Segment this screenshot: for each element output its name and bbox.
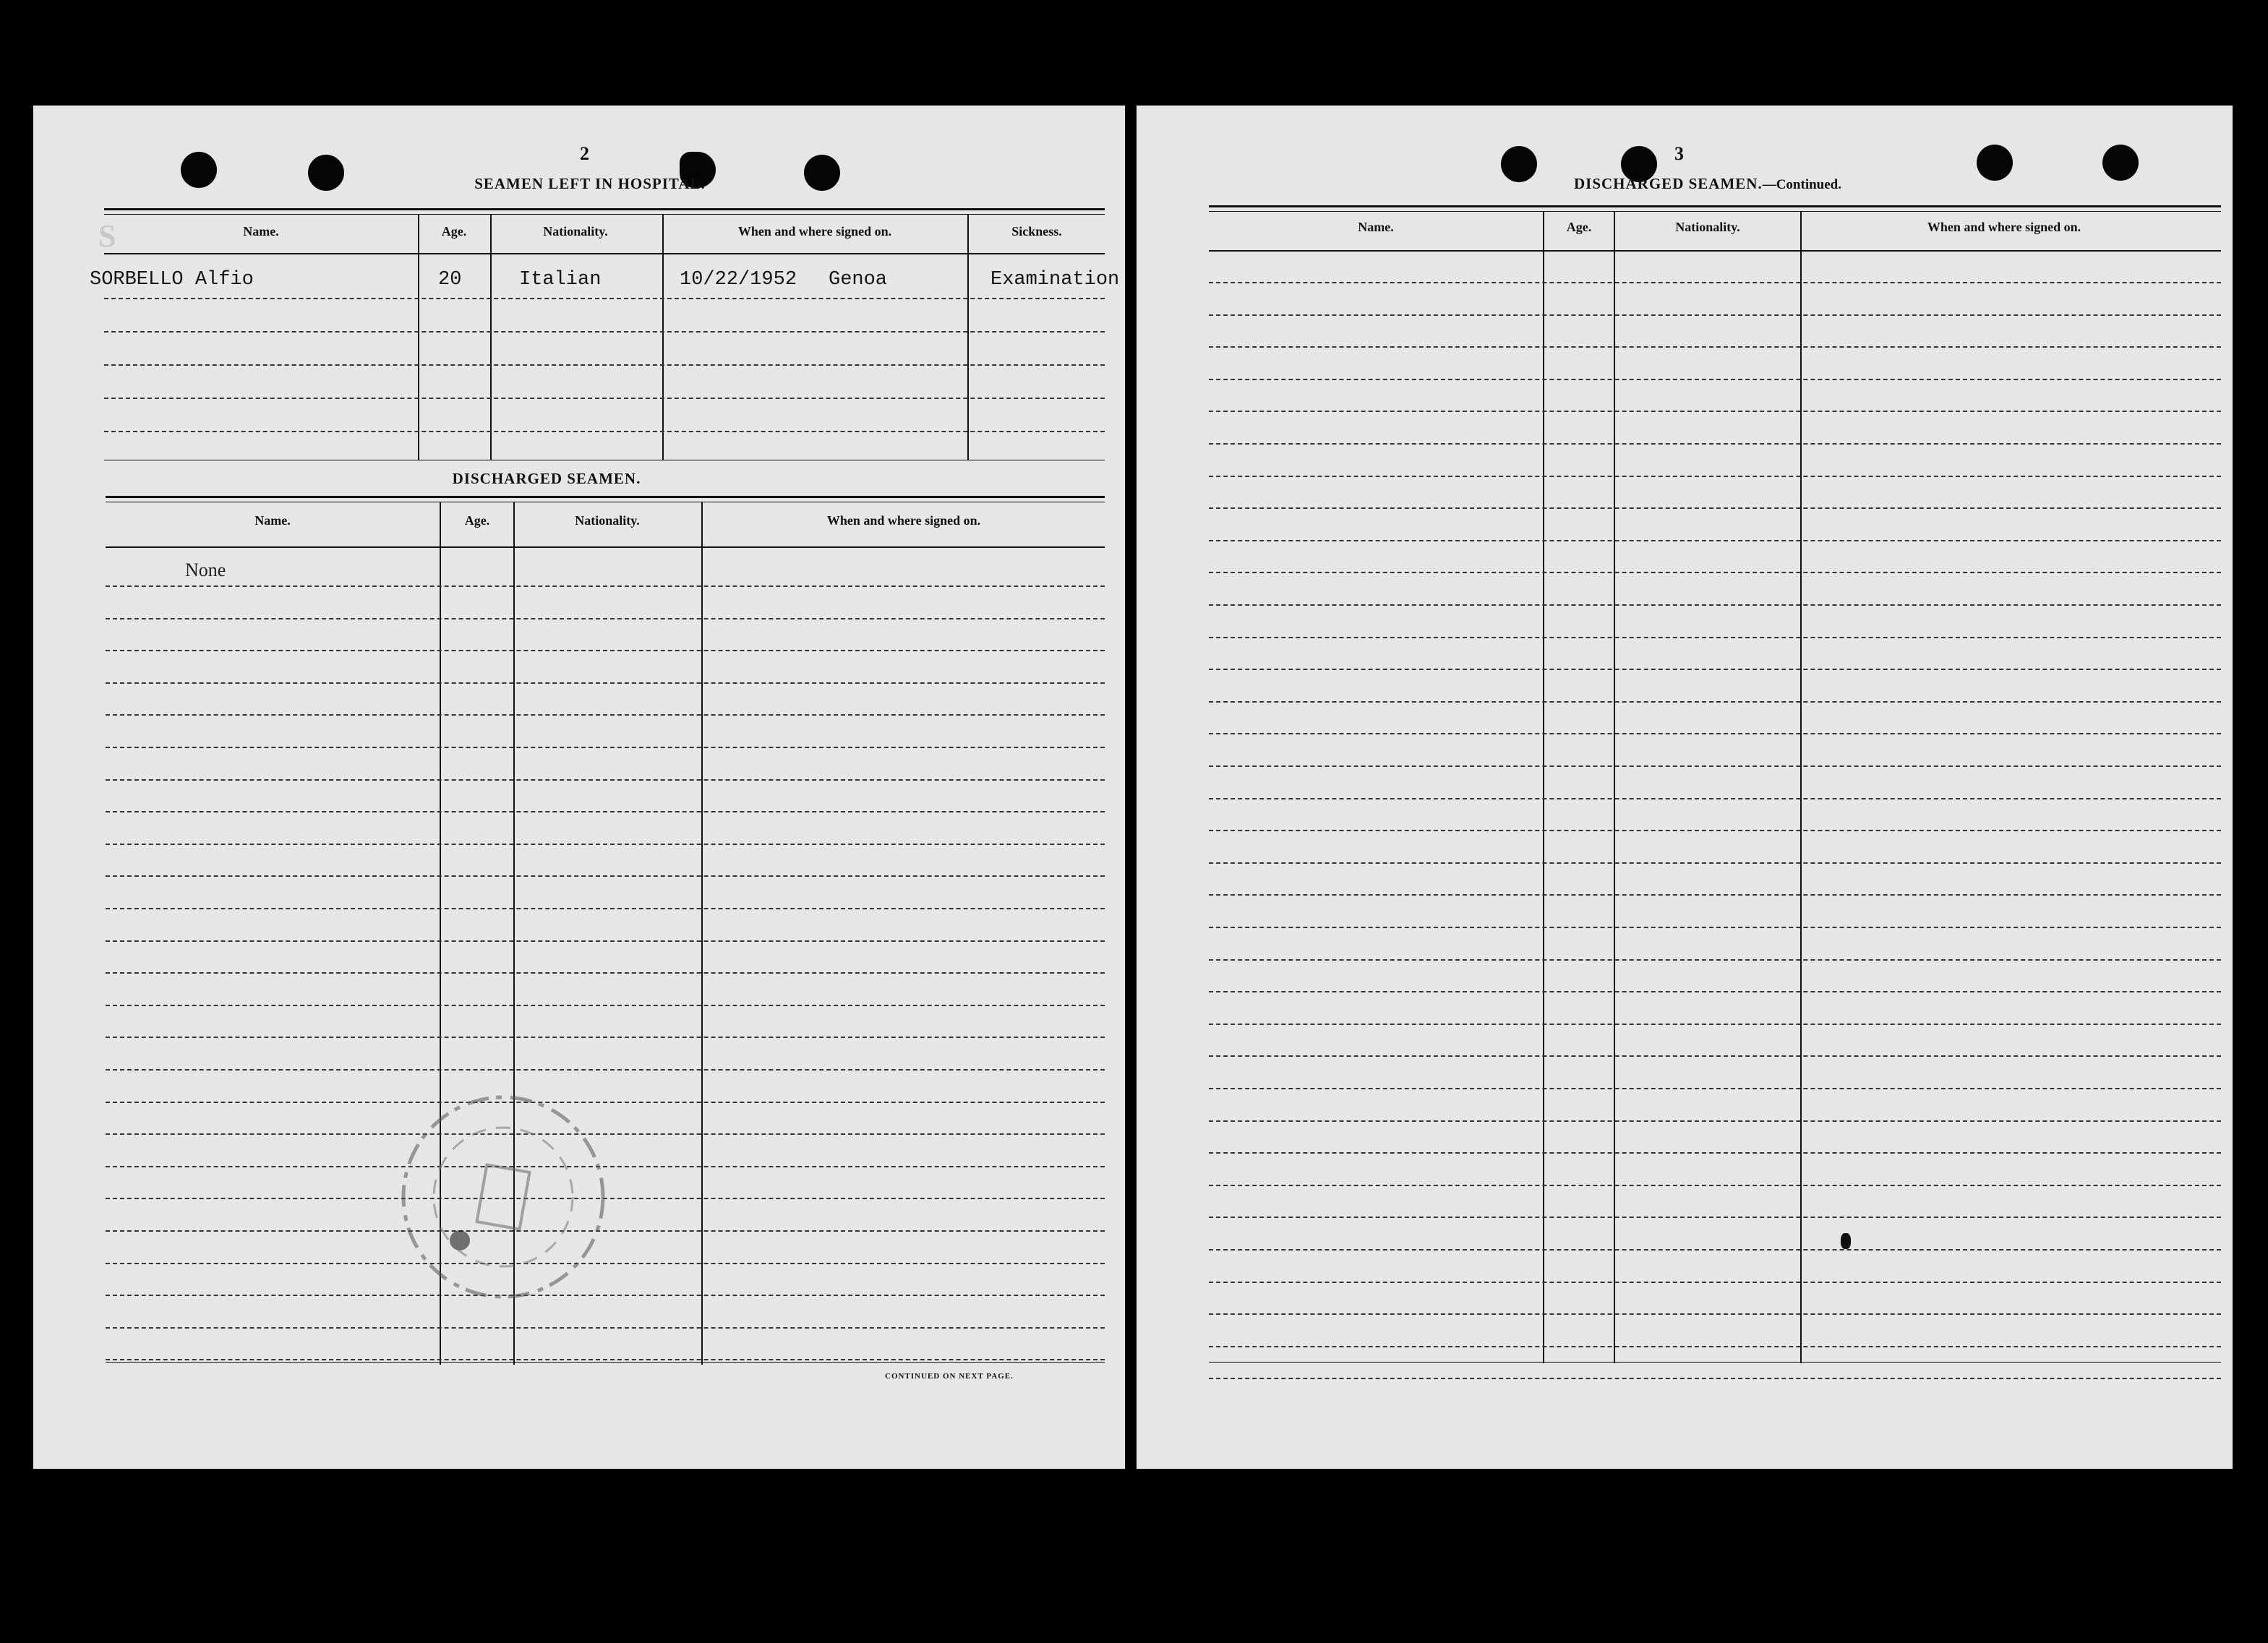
- table-bottom-rule: [106, 1362, 1105, 1363]
- seaman-age: 20: [438, 269, 462, 291]
- column-divider: [418, 214, 419, 460]
- col-header-signed-on: When and where signed on.: [826, 513, 981, 528]
- punch-hole: [2102, 145, 2139, 181]
- column-divider: [662, 214, 664, 460]
- continued-note: CONTINUED ON NEXT PAGE.: [885, 1372, 1014, 1381]
- row-line: [1209, 1249, 2221, 1251]
- column-divider: [1614, 211, 1615, 1363]
- column-divider: [1543, 211, 1544, 1363]
- discharged-table: [106, 496, 1105, 1467]
- sickness-value: Examination: [990, 269, 1120, 291]
- row-line: [1209, 830, 2221, 831]
- signed-on-date: 10/22/1952: [680, 269, 797, 291]
- row-line: [104, 331, 1105, 333]
- table-top-rule: [1209, 205, 2221, 207]
- row-line: [106, 714, 1105, 716]
- row-line: [106, 650, 1105, 651]
- ink-blot: [1841, 1233, 1851, 1249]
- row-line: [104, 398, 1105, 399]
- row-line: [106, 844, 1105, 845]
- row-line: [106, 1327, 1105, 1329]
- col-header-name: Name.: [243, 224, 279, 239]
- col-header-signed-on: When and where signed on.: [737, 224, 892, 239]
- row-line: [1209, 1152, 2221, 1154]
- row-line: [106, 618, 1105, 619]
- row-line: [1209, 1055, 2221, 1057]
- discharged-continued-title: [1527, 175, 1888, 193]
- row-line: [1209, 927, 2221, 928]
- row-line: [1209, 1346, 2221, 1347]
- hospital-section-title: SEAMEN LEFT IN HOSPITAL.: [474, 175, 706, 192]
- discharged-entry: None: [185, 559, 226, 580]
- signed-on-place: Genoa: [829, 269, 888, 291]
- left-page: [33, 106, 1125, 1469]
- table-top-rule: [104, 208, 1105, 210]
- row-line: [1209, 862, 2221, 864]
- row-line: [106, 875, 1105, 877]
- title-text: DISCHARGED SEAMEN.: [1574, 175, 1763, 192]
- row-line: [1209, 346, 2221, 348]
- row-line: [106, 1069, 1105, 1071]
- row-line: [106, 1005, 1105, 1006]
- col-header-name: Name.: [254, 513, 291, 528]
- column-divider: [490, 214, 492, 460]
- table-bottom-rule: [1209, 1362, 2221, 1363]
- row-line: [1209, 507, 2221, 509]
- header-rule: [104, 253, 1105, 254]
- row-line: [1209, 733, 2221, 734]
- seaman-nationality: Italian: [519, 269, 602, 291]
- punch-hole: [181, 152, 217, 188]
- col-header-age: Age.: [441, 224, 467, 239]
- discharged-section-title: DISCHARGED SEAMEN.: [452, 470, 641, 487]
- row-line: [1209, 1313, 2221, 1315]
- row-line: [106, 682, 1105, 684]
- row-line: [1209, 282, 2221, 283]
- row-line: [1209, 604, 2221, 606]
- row-line: [1209, 314, 2221, 316]
- row-line: [106, 908, 1105, 909]
- col-header-nationality: Nationality.: [543, 224, 608, 239]
- row-line: [1209, 540, 2221, 541]
- row-line: [104, 298, 1105, 299]
- row-line: [1209, 1282, 2221, 1283]
- row-line: [1209, 637, 2221, 638]
- col-header-age: Age.: [1566, 220, 1592, 234]
- row-line: [106, 972, 1105, 974]
- row-line: [1209, 379, 2221, 380]
- punch-hole: [804, 155, 840, 191]
- row-line: [1209, 894, 2221, 896]
- row-line: [106, 747, 1105, 748]
- row-line: [106, 779, 1105, 781]
- table-top-rule: [1209, 211, 2221, 212]
- col-header-signed-on: When and where signed on.: [1927, 220, 2081, 234]
- row-line: [1209, 1120, 2221, 1122]
- row-line: [1209, 1378, 2221, 1379]
- bleed-through-text: S: [98, 218, 121, 254]
- row-line: [1209, 701, 2221, 703]
- page-number: 3: [1674, 143, 1684, 164]
- row-line: [1209, 798, 2221, 799]
- row-line: [1209, 1217, 2221, 1218]
- row-line: [104, 364, 1105, 366]
- row-line: [1209, 991, 2221, 992]
- col-header-nationality: Nationality.: [1675, 220, 1740, 234]
- row-line: [106, 811, 1105, 812]
- row-line: [1209, 1185, 2221, 1186]
- row-line: [1209, 1024, 2221, 1025]
- column-divider: [1800, 211, 1802, 1363]
- right-page: [1137, 106, 2233, 1469]
- header-rule: [106, 546, 1105, 548]
- column-divider: [967, 214, 969, 460]
- row-line: [106, 585, 1105, 587]
- row-line: [104, 431, 1105, 432]
- col-header-nationality: Nationality.: [575, 513, 640, 528]
- header-rule: [1209, 250, 2221, 252]
- title-suffix: —Continued.: [1762, 177, 1841, 192]
- punch-hole: [1977, 145, 2013, 181]
- row-line: [1209, 669, 2221, 670]
- seaman-name: SORBELLO Alfio: [90, 269, 254, 291]
- column-divider: [701, 502, 703, 1365]
- table-top-rule: [104, 214, 1105, 215]
- row-line: [1209, 1088, 2221, 1089]
- table-top-rule: [106, 496, 1105, 498]
- row-line: [106, 1359, 1105, 1360]
- col-header-sickness: Sickness.: [1011, 224, 1062, 239]
- row-line: [106, 1037, 1105, 1038]
- customs-stamp: [395, 1089, 612, 1305]
- page-number: 2: [580, 143, 589, 164]
- discharged-table-continued: [1209, 205, 2221, 1467]
- row-line: [1209, 411, 2221, 412]
- row-line: [1209, 443, 2221, 445]
- row-line: [1209, 765, 2221, 767]
- row-line: [106, 940, 1105, 942]
- row-line: [1209, 572, 2221, 573]
- row-line: [1209, 476, 2221, 477]
- punch-hole: [308, 155, 344, 191]
- row-line: [1209, 959, 2221, 961]
- col-header-name: Name.: [1358, 220, 1394, 234]
- col-header-age: Age.: [464, 513, 490, 528]
